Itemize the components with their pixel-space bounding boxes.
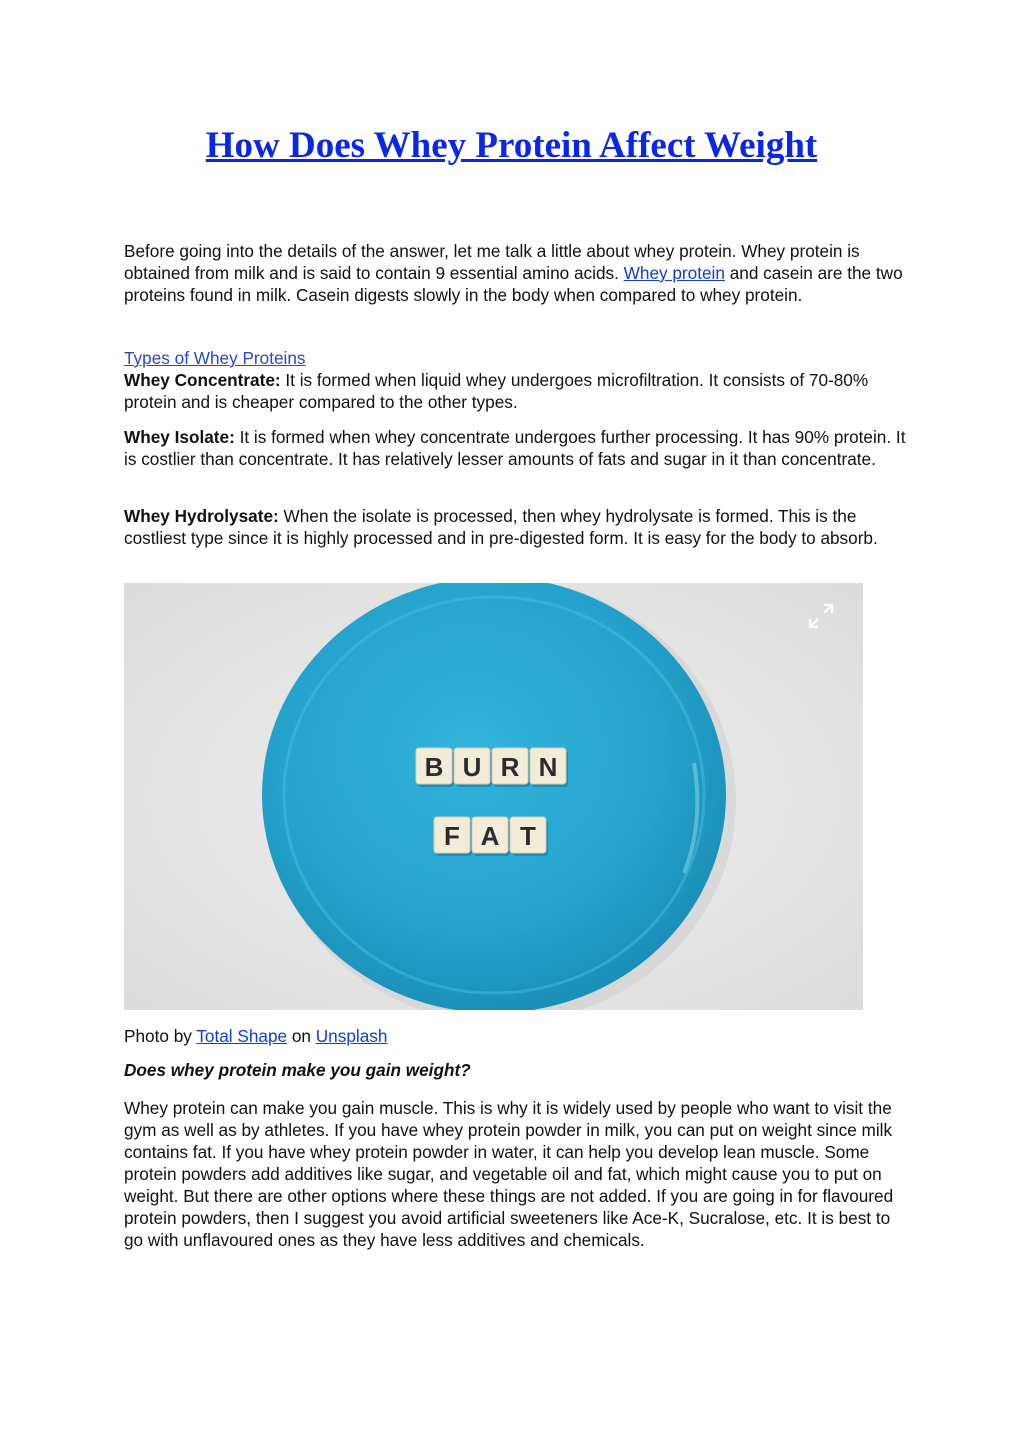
tile-letter: B (424, 752, 444, 782)
tiles-fat (434, 817, 548, 856)
letter-tile (454, 748, 492, 787)
tile-letter: U (462, 752, 482, 782)
types-section (124, 347, 914, 413)
concentrate-text: It is formed when liquid whey undergoes microfiltration. It consists of 70-80% protein and is cheaper compared to the other types. (124, 370, 869, 412)
tiles-burn (416, 748, 568, 787)
question-heading: Does whey protein make you gain weight? (124, 1060, 471, 1080)
isolate-paragraph (124, 426, 914, 470)
letter-tile (510, 817, 548, 856)
page-title (0, 122, 1023, 170)
intro-paragraph (124, 240, 914, 306)
tile-letter: R (500, 752, 520, 782)
unsplash-link[interactable]: Unsplash (315, 1026, 388, 1046)
concentrate-paragraph (124, 369, 914, 413)
letter-tile (492, 748, 530, 787)
credit-prefix: Photo by (124, 1026, 197, 1046)
plate (262, 583, 726, 1010)
tile-letter: A (480, 821, 500, 851)
types-heading-link[interactable]: Types of Whey Proteins (124, 348, 306, 368)
letter-tile (434, 817, 472, 856)
burn-fat-photo (124, 583, 863, 1010)
isolate-label: Whey Isolate: (124, 427, 235, 447)
credit-middle: on (287, 1026, 316, 1046)
tile-letter: N (538, 752, 558, 782)
photo-illustration (124, 583, 863, 1010)
hydrolysate-paragraph (124, 505, 914, 549)
whey-protein-link[interactable]: Whey protein (623, 263, 725, 283)
author-link[interactable]: Total Shape (196, 1026, 288, 1046)
tile-letter: T (520, 821, 536, 851)
intro-text-1: Before going into the details of the answer, let me talk a little about whey protein. Whey protein is obtained from milk and is said to contain 9 essential amino acids. (124, 241, 860, 283)
hydrolysate-text: When the isolate is processed, then whey hydrolysate is formed. This is the costliest type since it is highly processed and in pre-digested form. It is easy for the body to absorb. (124, 506, 878, 548)
title-link[interactable]: How Does Whey Protein Affect Weight (205, 125, 818, 166)
concentrate-label: Whey Concentrate: (124, 370, 281, 390)
hydrolysate-label: Whey Hydrolysate: (124, 506, 279, 526)
photo-credit (124, 1025, 914, 1047)
answer-paragraph: Whey protein can make you gain muscle. This is why it is widely used by people who want to visit the gym as well as by athletes. If you have whey protein powder in milk, you can put on weight since milk contains fat. If you have whey protein powder in water, it can help you develop lean muscle. Some protein powders add additives like sugar, and vegetable oil and fat, which might cause you to put on weight. But there are other options where these things are not added. If you are going in for flavoured protein powders, then I suggest you avoid artificial sweeteners like Ace-K, Sucralose, etc. It is best to go with unflavoured ones as they have less additives and chemicals. (124, 1098, 894, 1250)
letter-tile (416, 748, 454, 787)
intro-text-2: and casein are the two proteins found in milk. Casein digests slowly in the body when compared to whey protein. (124, 263, 903, 305)
isolate-text: It is formed when whey concentrate undergoes further processing. It has 90% protein. It is costlier than concentrate. It has relatively lesser amounts of fats and sugar in it than concentrate. (124, 427, 906, 469)
letter-tile (530, 748, 568, 787)
letter-tile (472, 817, 510, 856)
tile-letter: F (444, 821, 460, 851)
